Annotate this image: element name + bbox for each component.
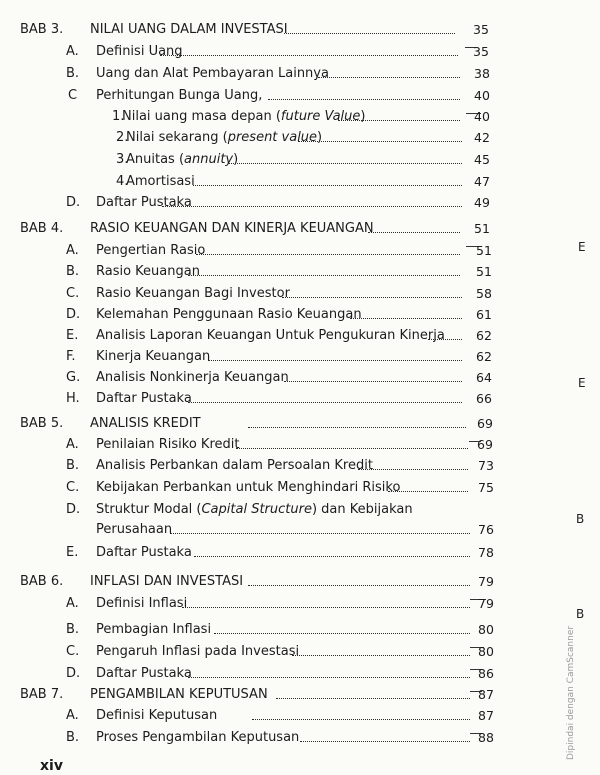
toc-entry <box>116 150 600 170</box>
toc-entry-page: 66 <box>476 391 492 406</box>
toc-entry <box>66 284 600 304</box>
toc-entry <box>66 543 600 563</box>
toc-entry <box>66 664 600 684</box>
dot-leader <box>188 275 460 276</box>
toc-entry-page: 64 <box>476 370 492 385</box>
toc-entry-title: PENGAMBILAN KEPUTUSAN <box>90 687 268 702</box>
dot-leader <box>160 55 458 56</box>
toc-entry-label: A. <box>66 44 79 59</box>
toc-entry-label: D. <box>66 502 81 517</box>
toc-entry-label: BAB 3. <box>20 22 64 37</box>
toc-entry <box>66 642 600 662</box>
toc-entry <box>66 241 600 261</box>
toc-entry-title: Struktur Modal (Capital Structure) dan Kebijakan <box>96 502 413 517</box>
toc-entry <box>66 389 600 409</box>
toc-entry-label: B. <box>66 264 80 279</box>
toc-entry-page: 51 <box>476 264 492 279</box>
toc-entry <box>20 219 600 239</box>
toc-entry-title: Daftar Pustaka <box>96 195 192 210</box>
dot-leader <box>268 99 460 100</box>
toc-entry-label: BAB 4. <box>20 221 64 236</box>
toc-entry-title: Perusahaan <box>96 522 173 537</box>
toc-entry-title: Daftar Pustaka <box>96 545 192 560</box>
italic-term: annuity <box>184 152 234 167</box>
dot-leader <box>228 163 462 164</box>
dot-leader <box>188 402 462 403</box>
toc-entry-title: NILAI UANG DALAM INVESTASI <box>90 22 288 37</box>
dot-leader <box>298 141 462 142</box>
toc-entry-label: D. <box>66 307 81 322</box>
toc-entry-page: 87 <box>478 687 494 702</box>
toc-entry-page: 69 <box>477 416 493 431</box>
italic-term: Capital Structure <box>201 502 312 517</box>
toc-entry-page: 51 <box>476 243 492 258</box>
toc-entry-label: 4. <box>116 174 129 189</box>
dot-leader <box>248 585 470 586</box>
italic-term: present value <box>227 130 318 145</box>
toc-entry-label: C. <box>66 286 80 301</box>
toc-entry-label: 3. <box>116 152 129 167</box>
toc-entry <box>66 326 600 346</box>
toc-entry-label: A. <box>66 708 79 723</box>
toc-entry-label: C. <box>66 644 80 659</box>
scanner-watermark: Dipindai dengan CamScanner <box>566 625 576 760</box>
toc-entry-label: E. <box>66 545 79 560</box>
toc-entry-label: BAB 6. <box>20 574 64 589</box>
toc-entry-title: Rasio Keuangan Bagi Investor <box>96 286 290 301</box>
dot-leader <box>182 607 470 608</box>
dot-leader <box>338 120 460 121</box>
toc-entry-title: Pengaruh Inflasi pada Investasi <box>96 644 300 659</box>
toc-entry <box>66 347 600 367</box>
toc-entry-title: RASIO KEUANGAN DAN KINERJA KEUANGAN <box>90 221 374 236</box>
toc-entry <box>20 414 600 434</box>
toc-entry <box>66 42 600 62</box>
edge-letter: B <box>576 607 585 621</box>
toc-entry-title: Penilaian Risiko Kredit <box>96 437 240 452</box>
dot-leader <box>368 232 460 233</box>
dot-leader <box>350 318 462 319</box>
dot-leader <box>318 77 460 78</box>
toc-entry-title: Analisis Nonkinerja Keuangan <box>96 370 289 385</box>
dot-leader <box>208 360 462 361</box>
toc-entry-title: INFLASI DAN INVESTASI <box>90 574 244 589</box>
toc-entry-page: 35 <box>473 22 489 37</box>
toc-entry-title: Definisi Uang <box>96 44 183 59</box>
toc-entry-label: 1. <box>112 109 125 124</box>
toc-entry-page: 35 <box>473 44 489 59</box>
italic-term: future Value <box>280 109 361 124</box>
dot-leader <box>194 556 470 557</box>
dot-leader <box>170 533 470 534</box>
dot-leader <box>284 33 455 34</box>
toc-entry-label: A. <box>66 243 79 258</box>
toc-entry-page: 80 <box>478 644 494 659</box>
edge-letter: E <box>578 376 586 390</box>
toc-entry-page: 42 <box>474 130 490 145</box>
toc-entry-title: Definisi Keputusan <box>96 708 218 723</box>
dot-leader <box>358 469 468 470</box>
toc-entry <box>116 128 600 148</box>
toc-entry-title: Analisis Perbankan dalam Persoalan Kredit <box>96 458 373 473</box>
toc-entry <box>66 64 600 84</box>
toc-entry-title: Daftar Pustaka <box>96 666 192 681</box>
toc-entry <box>20 20 600 40</box>
toc-entry-label: A. <box>66 596 79 611</box>
toc-entry-page: 38 <box>474 66 490 81</box>
toc-entry-page: 49 <box>474 195 490 210</box>
toc-entry-label: D. <box>66 195 81 210</box>
page-number: xiv <box>40 758 63 774</box>
dot-leader <box>300 741 470 742</box>
toc-entry-title: Kelemahan Penggunaan Rasio Keuangan <box>96 307 362 322</box>
toc-entry-title: Definisi Inflasi <box>96 596 188 611</box>
toc-entry <box>66 728 600 748</box>
toc-entry-title: Kebijakan Perbankan untuk Menghindari Risiko <box>96 480 401 495</box>
toc-entry-label: B. <box>66 622 80 637</box>
toc-entry-title: ANALISIS KREDIT <box>90 416 201 431</box>
toc-entry-page: 79 <box>478 596 494 611</box>
toc-entry-title: Proses Pengambilan Keputusan <box>96 730 300 745</box>
toc-entry <box>66 193 600 213</box>
toc-entry-label: D. <box>66 666 81 681</box>
toc-entry <box>66 594 600 614</box>
toc-entry-page: 61 <box>476 307 492 322</box>
toc-entry-page: 75 <box>478 480 494 495</box>
toc-entry-title: Kinerja Keuangan <box>96 349 211 364</box>
dot-leader <box>276 698 470 699</box>
toc-entry-label: H. <box>66 391 80 406</box>
toc-entry <box>66 262 600 282</box>
toc-entry <box>66 478 600 498</box>
toc-entry-label: BAB 5. <box>20 416 64 431</box>
toc-entry-label: A. <box>66 437 79 452</box>
toc-entry-page: 87 <box>478 708 494 723</box>
toc-entry <box>66 520 600 540</box>
toc-entry <box>66 368 600 388</box>
toc-entry-title: Nilai sekarang (present value) <box>126 130 323 145</box>
edge-letter: E <box>578 240 586 254</box>
toc-entry-title: Amortisasi <box>126 174 195 189</box>
toc-entry-title: Nilai uang masa depan (future Value) <box>122 109 366 124</box>
toc-entry-page: 62 <box>476 328 492 343</box>
toc-entry-title: Analisis Laporan Keuangan Untuk Pengukuran Kinerja <box>96 328 445 343</box>
dot-leader <box>292 655 470 656</box>
dot-leader <box>196 254 460 255</box>
toc-entry-label: B. <box>66 458 80 473</box>
toc-entry <box>20 572 600 592</box>
dot-leader <box>282 297 462 298</box>
dot-leader <box>388 491 468 492</box>
toc-entry-page: 69 <box>477 437 493 452</box>
toc-entry-page: 76 <box>478 522 494 537</box>
dot-leader <box>248 427 466 428</box>
toc-entry <box>116 172 600 192</box>
toc-entry-label: B. <box>66 730 80 745</box>
toc-entry <box>66 500 600 520</box>
toc-entry-page: 62 <box>476 349 492 364</box>
toc-entry <box>20 685 600 705</box>
toc-entry-title: Rasio Keuangan <box>96 264 200 279</box>
toc-entry-label: G. <box>66 370 81 385</box>
toc-entry-page: 40 <box>474 109 490 124</box>
toc-entry-page: 80 <box>478 622 494 637</box>
dot-leader <box>162 206 462 207</box>
dot-leader <box>193 185 462 186</box>
toc-entry-label: BAB 7. <box>20 687 64 702</box>
toc-entry <box>66 706 600 726</box>
toc-entry-title: Uang dan Alat Pembayaran Lainnya <box>96 66 329 81</box>
toc-entry-page: 51 <box>474 221 490 236</box>
dot-leader <box>188 677 470 678</box>
toc-entry-title: Perhitungan Bunga Uang, <box>96 88 263 103</box>
toc-entry-title: Anuitas (annuity) <box>126 152 239 167</box>
toc-entry-page: 58 <box>476 286 492 301</box>
toc-entry-page: 40 <box>474 88 490 103</box>
toc-entry-label: C <box>68 88 78 103</box>
dot-leader <box>284 381 462 382</box>
toc-entry-label: B. <box>66 66 80 81</box>
toc-entry-page: 86 <box>478 666 494 681</box>
dot-leader <box>236 448 468 449</box>
toc-entry-label: 2. <box>116 130 129 145</box>
toc-entry <box>112 107 600 127</box>
toc-entry-page: 78 <box>478 545 494 560</box>
toc-entry-label: E. <box>66 328 79 343</box>
toc-entry-title: Daftar Pustaka <box>96 391 192 406</box>
dot-leader <box>214 633 470 634</box>
toc-entry <box>68 86 600 106</box>
toc-entry <box>66 620 600 640</box>
toc-entry <box>66 456 600 476</box>
toc-entry-page: 73 <box>478 458 494 473</box>
toc-entry-label: C. <box>66 480 80 495</box>
toc-entry-page: 47 <box>474 174 490 189</box>
toc-entry-label: F. <box>66 349 76 364</box>
toc-entry <box>66 435 600 455</box>
edge-letter: B <box>576 512 585 526</box>
toc-entry-title: Pembagian Inflasi <box>96 622 212 637</box>
toc-entry <box>66 305 600 325</box>
toc-entry-page: 88 <box>478 730 494 745</box>
toc-entry-page: 45 <box>474 152 490 167</box>
toc-entry-title: Pengertian Rasio <box>96 243 206 258</box>
dot-leader <box>428 339 462 340</box>
toc-entry-page: 79 <box>478 574 494 589</box>
dot-leader <box>252 719 470 720</box>
